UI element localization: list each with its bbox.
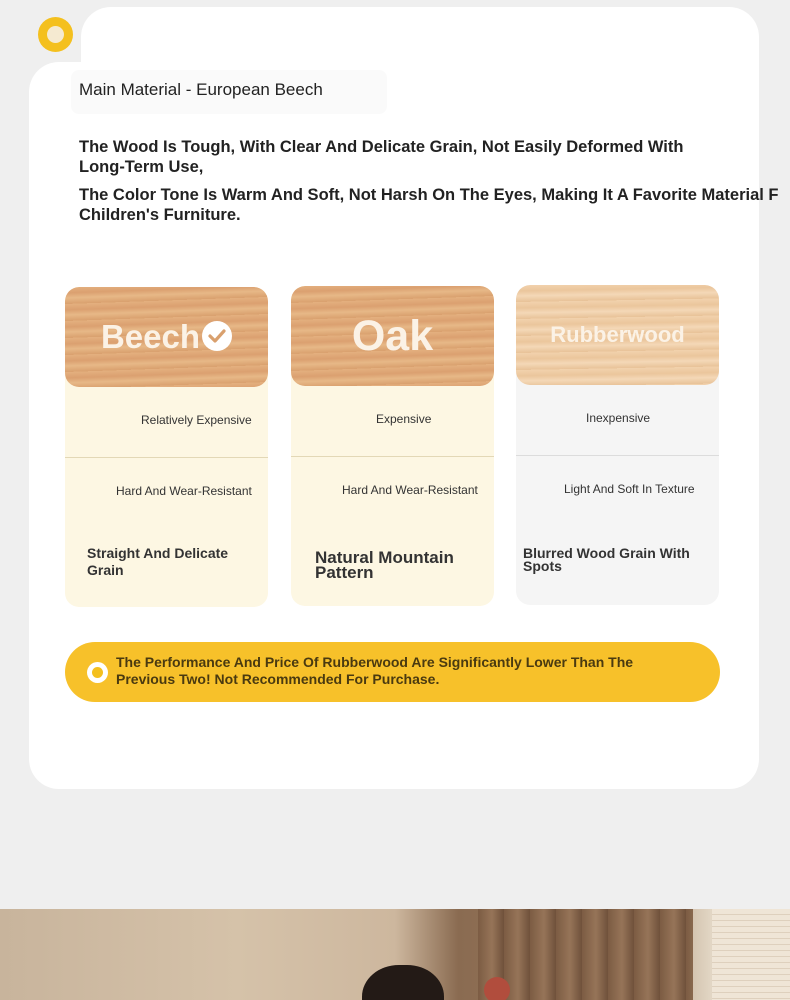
oak-price: Expensive bbox=[376, 412, 432, 426]
beech-swatch bbox=[65, 287, 268, 387]
rubberwood-durability: Light And Soft In Texture bbox=[516, 455, 719, 526]
child-head-image bbox=[362, 965, 444, 1000]
rubberwood-label: Rubberwood bbox=[550, 322, 685, 347]
beech-grain: Straight And Delicate Grain bbox=[87, 545, 229, 578]
oak-label: Oak bbox=[351, 311, 434, 360]
description-line-2: The Color Tone Is Warm And Soft, Not Harsh On The Eyes, Making It A Favorite Material F Children's Furniture. bbox=[79, 186, 779, 224]
page-title: Main Material - European Beech bbox=[71, 70, 387, 114]
beech-label: Beech bbox=[100, 318, 201, 355]
oak-grain: Natural Mountain Pattern bbox=[315, 548, 454, 582]
description-line-1: The Wood Is Tough, With Clear And Delicate Grain, Not Easily Deformed With Long-Term Use, bbox=[79, 138, 684, 176]
beech-price: Relatively Expensive bbox=[141, 413, 252, 427]
beech-column bbox=[65, 287, 268, 607]
hanging-ornament-image bbox=[484, 977, 510, 1000]
ring-bullet-icon bbox=[38, 17, 73, 52]
curtain-image bbox=[478, 909, 693, 1000]
ring-bullet-icon bbox=[87, 662, 108, 683]
rubberwood-grain: Blurred Wood Grain With Spots bbox=[523, 545, 690, 574]
warning-banner bbox=[65, 642, 720, 702]
room-photo bbox=[0, 909, 790, 1000]
check-circle-icon bbox=[202, 321, 232, 351]
oak-durability: Hard And Wear-Resistant bbox=[291, 456, 494, 527]
window-blind-image bbox=[712, 909, 790, 1000]
rubberwood-price: Inexpensive bbox=[586, 411, 651, 425]
oak-swatch bbox=[291, 286, 494, 386]
beech-durability: Hard And Wear-Resistant bbox=[65, 457, 268, 528]
rubberwood-swatch bbox=[516, 285, 719, 385]
oak-column bbox=[291, 286, 494, 606]
rubberwood-column bbox=[516, 285, 719, 605]
warning-text: The Performance And Price Of Rubberwood Are Significantly Lower Than The Previous Two! Not Recommended For Purchase. bbox=[116, 654, 634, 687]
